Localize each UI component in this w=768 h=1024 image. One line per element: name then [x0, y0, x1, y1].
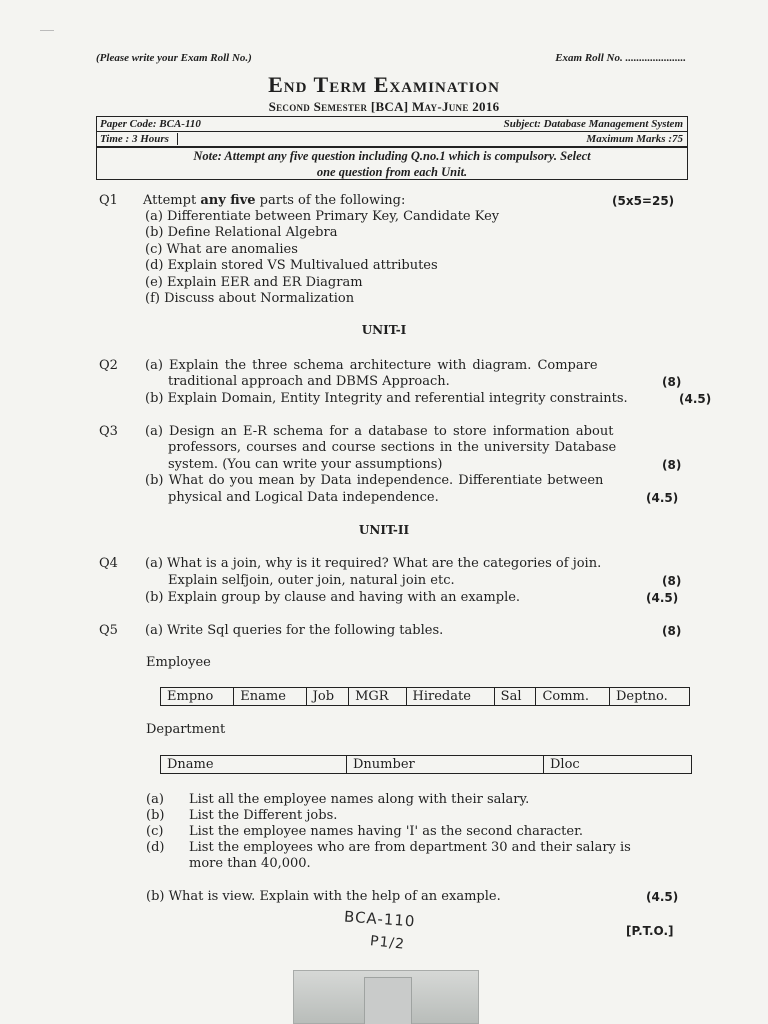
q1-intro-post: parts of the following: [255, 193, 406, 208]
q5-sub-text: List the employee names having 'I' as the second character. [189, 824, 584, 839]
handwritten-page-number: P1/2 [369, 933, 406, 953]
q2-number: Q2 [99, 358, 118, 373]
q5-sub-text-cont: more than 40,000. [189, 856, 311, 871]
q3-b-marks: (4.5) [646, 491, 679, 505]
q2-a-marks: (8) [662, 375, 682, 389]
q3-b-line2: physical and Logical Data independence. [168, 490, 439, 505]
employee-table [160, 687, 690, 706]
table-cell: Hiredate [406, 688, 494, 706]
q5-sub-letter: (d) [146, 840, 165, 855]
q5-sub-letter: (a) [146, 792, 164, 807]
exam-title: End Term Examination [268, 72, 500, 97]
q1-part: (e) Explain EER and ER Diagram [145, 275, 363, 290]
q5-sub-text: List all the employee names along with their salary. [189, 792, 530, 807]
max-marks: Maximum Marks :75 [586, 133, 683, 145]
employee-label: Employee [146, 655, 211, 670]
info-row-code [97, 117, 687, 132]
table-cell: Sal [494, 688, 536, 706]
table-cell: Dname [161, 756, 347, 774]
q5-sub-letter: (b) [146, 808, 165, 823]
q3-b-line1: (b) What do you mean by Data independence. Differentiate between [145, 473, 604, 488]
table-cell: Dloc [544, 756, 692, 774]
note-line-2: one question from each Unit. [316, 165, 468, 179]
table-cell: Job [306, 688, 348, 706]
q2-b: (b) Explain Domain, Entity Integrity and referential integrity constraints. [145, 391, 628, 406]
table-cell: Ename [234, 688, 306, 706]
q5-sub-text: List the employees who are from department 30 and their salary is [189, 840, 631, 855]
table-cell: Dnumber [347, 756, 544, 774]
paper-code: Paper Code: BCA-110 [100, 118, 201, 130]
q5-b: (b) What is view. Explain with the help of an example. [146, 889, 501, 904]
q5-a: (a) Write Sql queries for the following tables. [145, 623, 444, 638]
q1-part: (d) Explain stored VS Multivalued attributes [145, 258, 438, 273]
q1-part: (b) Define Relational Algebra [145, 225, 338, 240]
q5-number: Q5 [99, 623, 118, 638]
subject: Subject: Database Management System [503, 118, 683, 130]
q1-part: (f) Discuss about Normalization [145, 291, 355, 306]
handwritten-paper-code: BCA-110 [343, 907, 417, 931]
q4-b: (b) Explain group by clause and having with an example. [145, 590, 521, 605]
department-label: Department [146, 722, 226, 737]
exam-subtitle: Second Semester [BCA] May-June 2016 [268, 99, 500, 114]
q3-number: Q3 [99, 424, 118, 439]
q4-b-marks: (4.5) [646, 591, 679, 605]
q1-intro [143, 193, 405, 208]
q5-b-marks: (4.5) [646, 890, 679, 904]
scan-mark [40, 30, 54, 31]
table-cell: Empno [161, 688, 234, 706]
q5-sub-text: List the Different jobs. [189, 808, 338, 823]
q2-a-line1: (a) Explain the three schema architecture with diagram. Compare [145, 358, 598, 373]
q1-number: Q1 [99, 193, 118, 208]
q4-a-line2: Explain selfjoin, outer join, natural join etc. [168, 573, 455, 588]
q4-a-marks: (8) [662, 574, 682, 588]
q4-number: Q4 [99, 556, 118, 571]
q2-a-line2: traditional approach and DBMS Approach. [168, 374, 450, 389]
roll-prompt: (Please write your Exam Roll No.) [96, 52, 252, 64]
table-cell: Deptno. [609, 688, 689, 706]
paper-info-box [96, 116, 688, 148]
scan-stamp [293, 970, 479, 1024]
roll-label: Exam Roll No. ...................... [555, 52, 686, 64]
q3-a-line3: system. (You can write your assumptions) [168, 457, 443, 472]
q5-sub-letter: (c) [146, 824, 164, 839]
pto-label: [P.T.O.] [626, 924, 674, 938]
table-cell: Comm. [536, 688, 610, 706]
q3-a-line2: professors, courses and course sections in the university Database [168, 440, 617, 455]
info-row-time [97, 132, 687, 147]
table-row [161, 756, 692, 774]
note-box [96, 146, 688, 180]
q3-a-line1: (a) Design an E-R schema for a database to store information about [145, 424, 614, 439]
q1-intro-bold: any five [200, 193, 256, 208]
table-row [161, 688, 690, 706]
unit-2-heading: UNIT-II [358, 523, 410, 537]
note-line-1: Note: Attempt any five question including Q.no.1 which is compulsory. Select [193, 149, 591, 163]
q5-a-marks: (8) [662, 624, 682, 638]
table-cell: MGR [349, 688, 406, 706]
q1-part: (a) Differentiate between Primary Key, Candidate Key [145, 209, 500, 224]
unit-1-heading: UNIT-I [361, 323, 407, 337]
q2-b-marks: (4.5) [679, 392, 712, 406]
q4-a-line1: (a) What is a join, why is it required? What are the categories of join. [145, 556, 602, 571]
department-table [160, 755, 692, 774]
q1-part: (c) What are anomalies [145, 242, 298, 257]
header-line [96, 52, 686, 70]
q3-a-marks: (8) [662, 458, 682, 472]
time: Time : 3 Hours [100, 133, 178, 145]
q1-marks: (5x5=25) [612, 194, 675, 208]
q1-intro-pre: Attempt [143, 193, 201, 208]
